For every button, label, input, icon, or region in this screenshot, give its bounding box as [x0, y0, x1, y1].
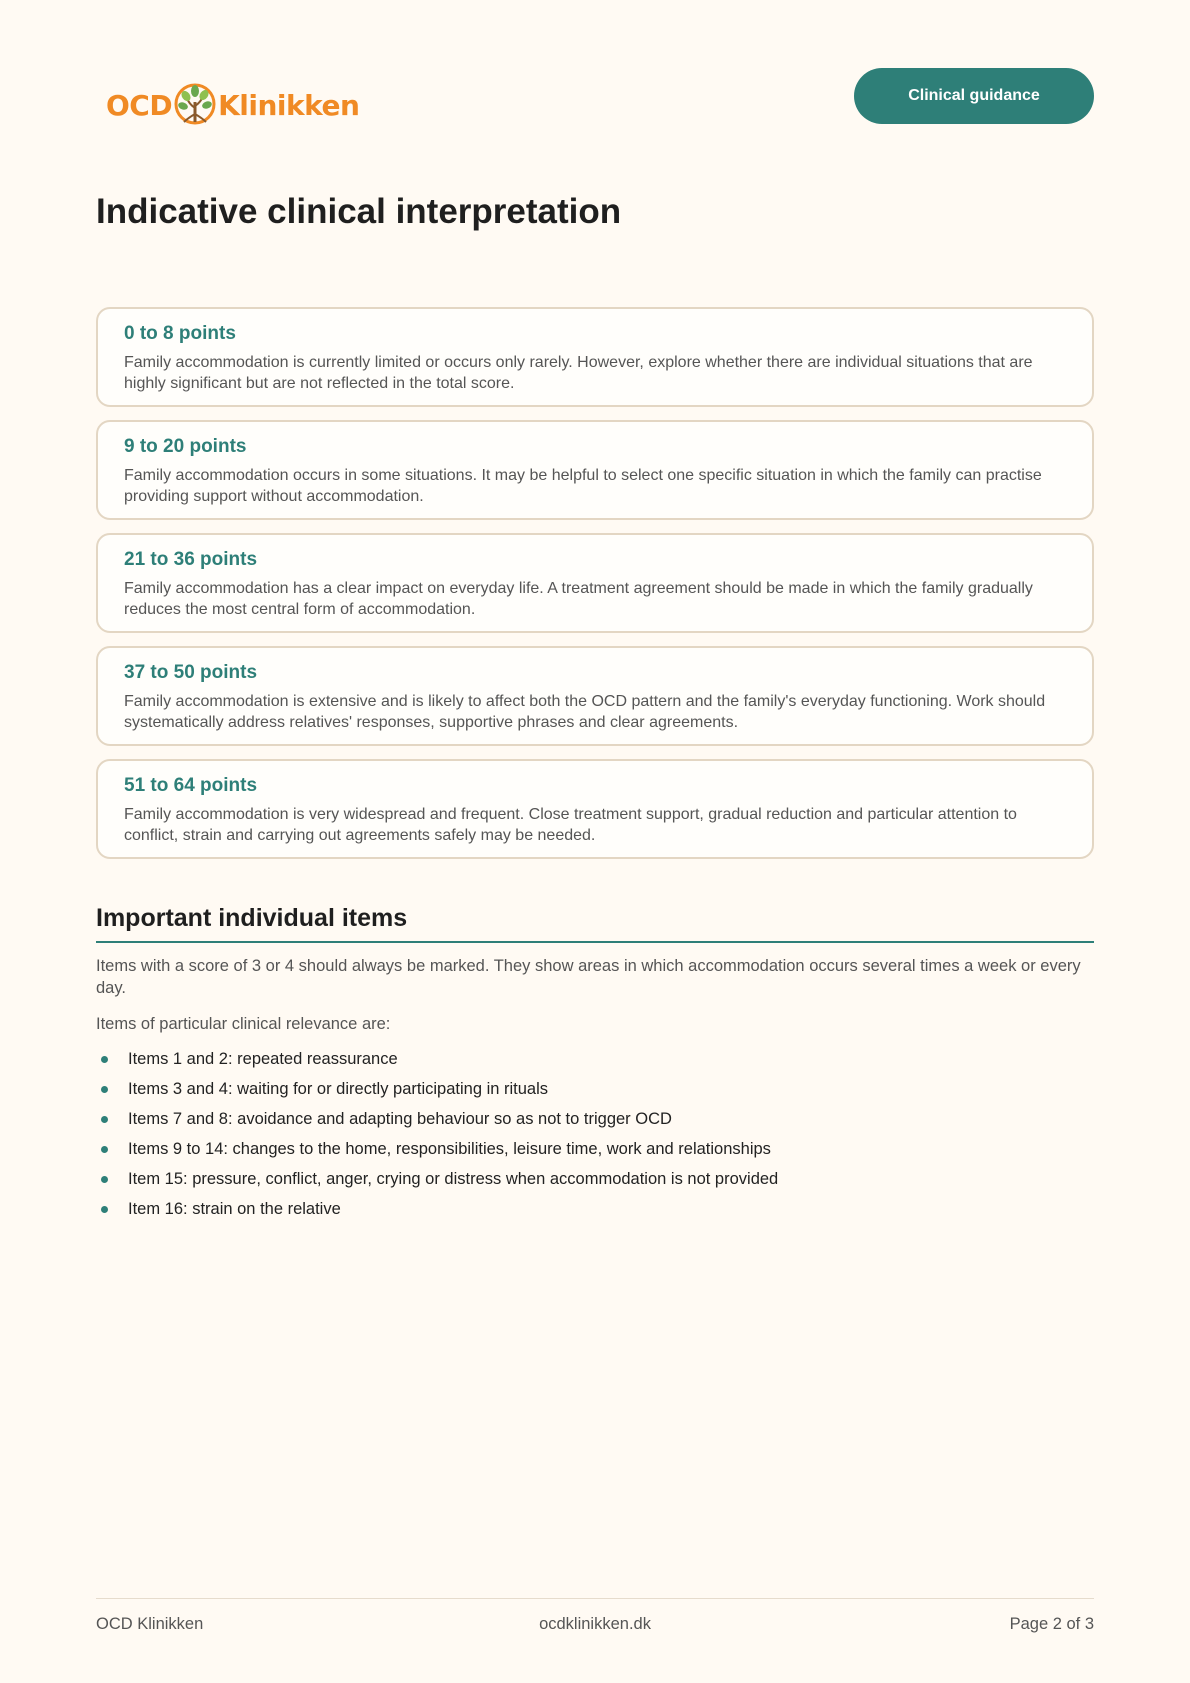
ocd-klinikken-logo	[106, 80, 359, 130]
range-description: Family accommodation is very widespread and frequent. Close treatment support, gradual reduction and particular attention to conflict, strain and carrying out agreements safely may be needed.	[124, 806, 1017, 844]
list-item	[96, 1168, 1094, 1198]
page-footer	[96, 1598, 1094, 1634]
list-item-text: Items 9 to 14: changes to the home, responsibilities, leisure time, work and relationships	[128, 1140, 771, 1158]
range-title: 37 to 50 points	[124, 662, 258, 683]
section-intro: Items with a score of 3 or 4 should always be marked. They show areas in which accommodation occurs several times a week or every day.	[96, 957, 1081, 997]
range-title: 51 to 64 points	[124, 775, 258, 796]
range-description: Family accommodation is currently limited or occurs only rarely. However, explore whether there are individual situations that are highly significant but are not reflected in the total score.	[124, 354, 1033, 392]
range-description: Family accommodation occurs in some situations. It may be helpful to select one specific situation in which the family can practise providing support without accommodation.	[124, 467, 1042, 505]
bullet-icon	[101, 1116, 108, 1123]
range-title: 21 to 36 points	[124, 549, 258, 570]
bullet-icon	[101, 1086, 108, 1093]
range-card	[96, 759, 1094, 859]
list-item-text: Item 16: strain on the relative	[128, 1200, 341, 1218]
list-item-text: Items 3 and 4: waiting for or directly participating in rituals	[128, 1080, 549, 1098]
list-item	[96, 1048, 1094, 1078]
section-subintro: Items of particular clinical relevance are:	[96, 1015, 391, 1033]
list-item-text: Item 15: pressure, conflict, anger, crying or distress when accommodation is not provided	[128, 1170, 779, 1188]
score-ranges	[96, 307, 1094, 872]
footer-org-name: OCD Klinikken	[96, 1615, 204, 1633]
footer-website: ocdklinikken.dk	[539, 1615, 651, 1633]
list-item	[96, 1078, 1094, 1108]
bullet-icon	[101, 1176, 108, 1183]
page-header	[96, 68, 1094, 132]
range-card	[96, 420, 1094, 520]
logo-text-klinikken: Klinikken	[218, 88, 360, 122]
list-item-text: Items 1 and 2: repeated reassurance	[128, 1050, 398, 1068]
tree-logo-icon	[172, 80, 218, 130]
range-card	[96, 307, 1094, 407]
bullet-icon	[101, 1206, 108, 1213]
bullet-icon	[101, 1056, 108, 1063]
logo-text-ocd: OCD	[106, 88, 173, 122]
range-card	[96, 646, 1094, 746]
section-heading: Important individual items	[96, 904, 1094, 943]
clinical-guidance-badge: Clinical guidance	[854, 68, 1094, 124]
important-items-section	[96, 904, 1094, 1228]
range-title: 9 to 20 points	[124, 436, 247, 457]
range-description: Family accommodation has a clear impact on everyday life. A treatment agreement should be made in which the family gradually reduces the most central form of accommodation.	[124, 580, 1033, 618]
range-card	[96, 533, 1094, 633]
range-title: 0 to 8 points	[124, 323, 236, 344]
list-item-text: Items 7 and 8: avoidance and adapting behaviour so as not to trigger OCD	[128, 1110, 672, 1128]
list-item	[96, 1108, 1094, 1138]
list-item	[96, 1138, 1094, 1168]
relevant-items-list	[96, 1048, 1094, 1228]
footer-page-number: Page 2 of 3	[1009, 1615, 1095, 1633]
list-item	[96, 1198, 1094, 1228]
page-title: Indicative clinical interpretation	[96, 192, 622, 231]
range-description: Family accommodation is extensive and is likely to affect both the OCD pattern and the family's everyday functioning. Work should systematically address relatives' responses, supportive phrases and clear agreements.	[124, 693, 1046, 731]
bullet-icon	[101, 1146, 108, 1153]
